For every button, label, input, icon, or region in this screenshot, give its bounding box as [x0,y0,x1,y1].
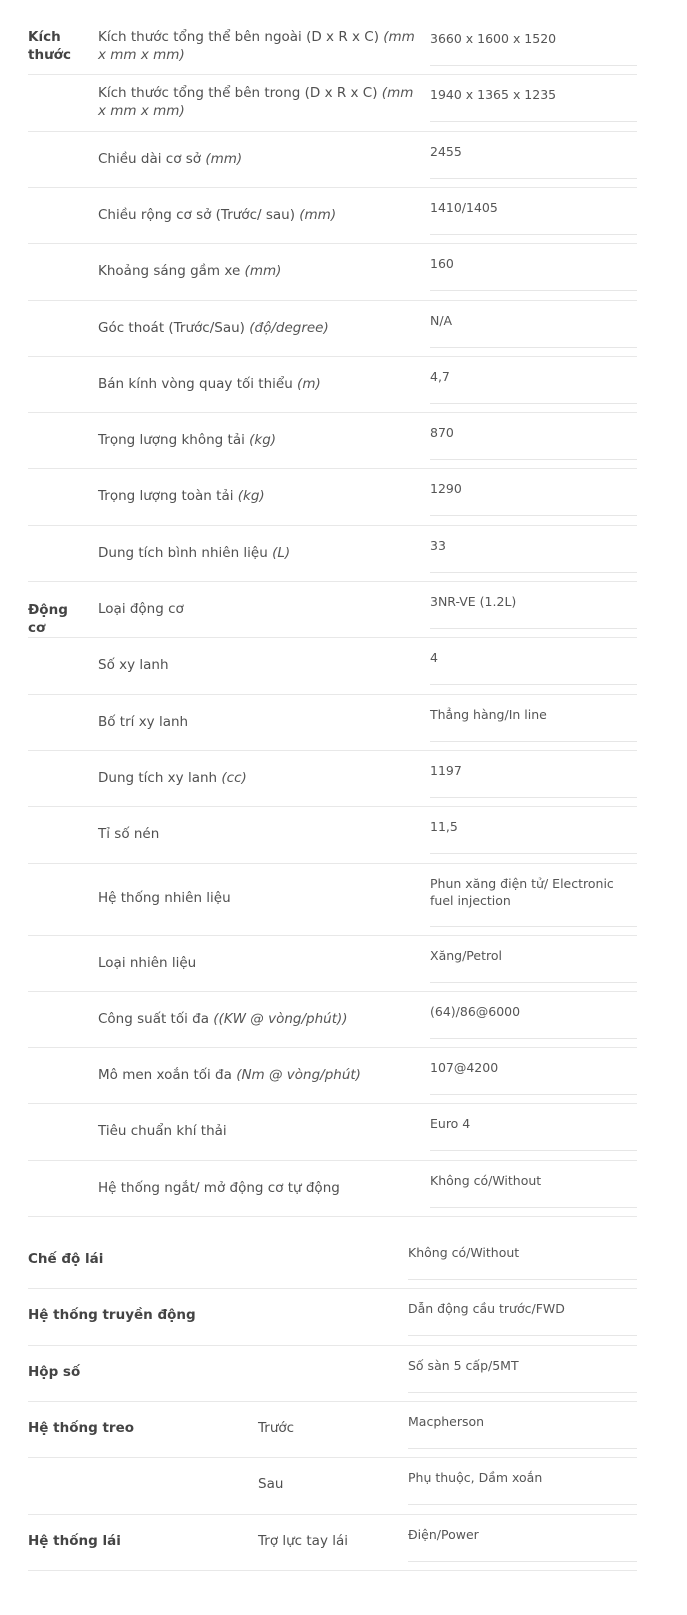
spec-unit: ((KW @ vòng/phút)) [213,1010,348,1027]
spec-row [28,637,637,693]
spec-label [98,150,418,168]
spec-value: 33 [430,537,637,573]
spec-sub-label: Trước [258,1419,295,1436]
spec-value: 2455 [430,143,637,179]
spec-label [98,656,418,674]
spec-label-text: Bán kính vòng quay tối thiểu [98,375,298,392]
spec-label-text: Loại động cơ [98,601,184,617]
spec-label-text: Trọng lượng toàn tải [98,488,238,505]
spec-value: Phụ thuộc, Dầm xoắn [408,1469,637,1505]
spec-label-text: Góc thoát (Trước/Sau) [98,319,250,336]
spec-category: Hệ thống lái [28,1532,121,1549]
spec-value: 107@4200 [430,1059,637,1095]
spec-value: Euro 4 [430,1115,637,1151]
spec-row [28,525,637,581]
spec-label-text: Mô men xoắn tối đa [98,1067,237,1084]
spec-row [28,581,637,637]
spec-unit: (m) [297,375,321,392]
spec-category: Hộp số [28,1363,81,1380]
spec-sub-label: Sau [258,1476,284,1493]
spec-row [28,1047,637,1103]
spec-label [98,713,418,731]
spec-unit: (mm x mm x mm) [98,29,415,63]
spec-value: (64)/86@6000 [430,1003,637,1039]
spec-unit: (độ/degree) [249,319,329,336]
spec-category: Hệ thống treo [28,1419,135,1436]
spec-row [28,1160,637,1216]
spec-row [28,1441,637,1497]
spec-value: 11,5 [430,818,637,854]
spec-value: Không có/Without [408,1244,637,1280]
spec-label [98,544,418,562]
spec-unit: (mm x mm x mm) [98,85,414,120]
spec-label-text: Kích thước tổng thể bên trong (D x R x C) [98,85,382,102]
spec-label-text: Dung tích bình nhiên liệu [98,544,273,561]
spec-value: 3660 x 1600 x 1520 [430,30,637,66]
row-divider [28,1570,637,1571]
spec-row [28,1272,637,1328]
spec-row [28,1103,637,1159]
spec-row [28,412,637,468]
spec-value: 1410/1405 [430,199,637,235]
spec-value: 3NR-VE (1.2L) [430,593,637,629]
spec-value: Điện/Power [408,1526,637,1562]
spec-value: 1197 [430,762,637,798]
spec-label-text: Dung tích xy lanh [98,769,222,786]
spec-value: N/A [430,312,637,348]
spec-label [98,84,418,120]
spec-row [28,1498,637,1554]
spec-value: 160 [430,255,637,291]
spec-value: 4 [430,649,637,685]
spec-label-text: Số xy lanh [98,657,169,674]
spec-row [28,935,637,991]
spec-label [98,1010,418,1028]
spec-unit: (kg) [237,488,265,505]
spec-value: 4,7 [430,368,637,404]
spec-row [28,74,637,130]
spec-category: Kích thước [28,29,71,63]
spec-row [28,991,637,1047]
spec-sub-label: Trợ lực tay lái [258,1532,349,1549]
spec-value: Dẫn động cầu trước/FWD [408,1300,637,1336]
spec-category: Động cơ [28,602,68,636]
spec-category: Hệ thống truyền động [28,1307,196,1324]
spec-unit: (cc) [221,769,247,786]
spec-label [98,375,418,393]
spec-value: Xăng/Petrol [430,947,637,983]
spec-unit: (mm) [299,206,337,223]
spec-value: Không có/Without [430,1172,637,1208]
spec-value: Phun xăng điện tử/ Electronic fuel injection [430,875,637,927]
spec-label [98,28,418,64]
spec-label-text: Tiêu chuẩn khí thải [98,1123,227,1140]
spec-label [98,262,418,280]
spec-label [98,600,418,618]
spec-label-text: Tỉ số nén [98,826,160,843]
spec-unit: (mm) [205,150,243,167]
spec-row [28,356,637,412]
spec-value: 1940 x 1365 x 1235 [430,86,637,122]
spec-category: Chế độ lái [28,1251,104,1267]
spec-label-text: Kích thước tổng thể bên ngoài (D x R x C) [98,29,384,45]
spec-row [28,300,637,356]
spec-row [28,806,637,862]
spec-label [98,1066,418,1084]
spec-label-text: Hệ thống ngắt/ mở động cơ tự động [98,1179,340,1196]
spec-unit: (Nm @ vòng/phút) [236,1067,361,1084]
spec-label [98,1122,418,1140]
spec-value: 870 [430,424,637,460]
spec-label-text: Khoảng sáng gầm xe [98,263,245,280]
spec-value: Thẳng hàng/In line [430,706,637,742]
spec-unit: (mm) [244,263,282,280]
spec-label [98,889,418,907]
spec-row [28,243,637,299]
spec-label-text: Bố trí xy lanh [98,713,189,730]
spec-label [98,431,418,449]
spec-row [28,131,637,187]
spec-label-text: Công suất tối đa [98,1010,214,1027]
spec-row [28,694,637,750]
spec-label-text: Trọng lượng không tải [98,432,250,449]
spec-label [98,206,418,224]
spec-value: 1290 [430,480,637,516]
spec-label-text: Loại nhiên liệu [98,954,197,971]
spec-label [98,319,418,337]
spec-unit: (kg) [249,432,277,449]
spec-row [28,468,637,524]
spec-label [98,487,418,505]
spec-row [28,750,637,806]
spec-row [28,1329,637,1385]
spec-unit: (L) [272,544,291,561]
spec-label [98,769,418,787]
spec-row [28,18,637,74]
spec-value: Macpherson [408,1413,637,1449]
spec-label [98,954,418,972]
spec-value: Số sàn 5 cấp/5MT [408,1357,637,1393]
spec-label [98,1179,418,1197]
spec-label-text: Chiều dài cơ sở [98,150,206,167]
spec-row [28,1385,637,1441]
spec-row [28,187,637,243]
spec-row [28,863,637,935]
spec-label [98,825,418,843]
spec-row [28,1216,637,1272]
spec-label-text: Chiều rộng cơ sở (Trước/ sau) [98,206,300,223]
spec-label-text: Hệ thống nhiên liệu [98,889,231,906]
